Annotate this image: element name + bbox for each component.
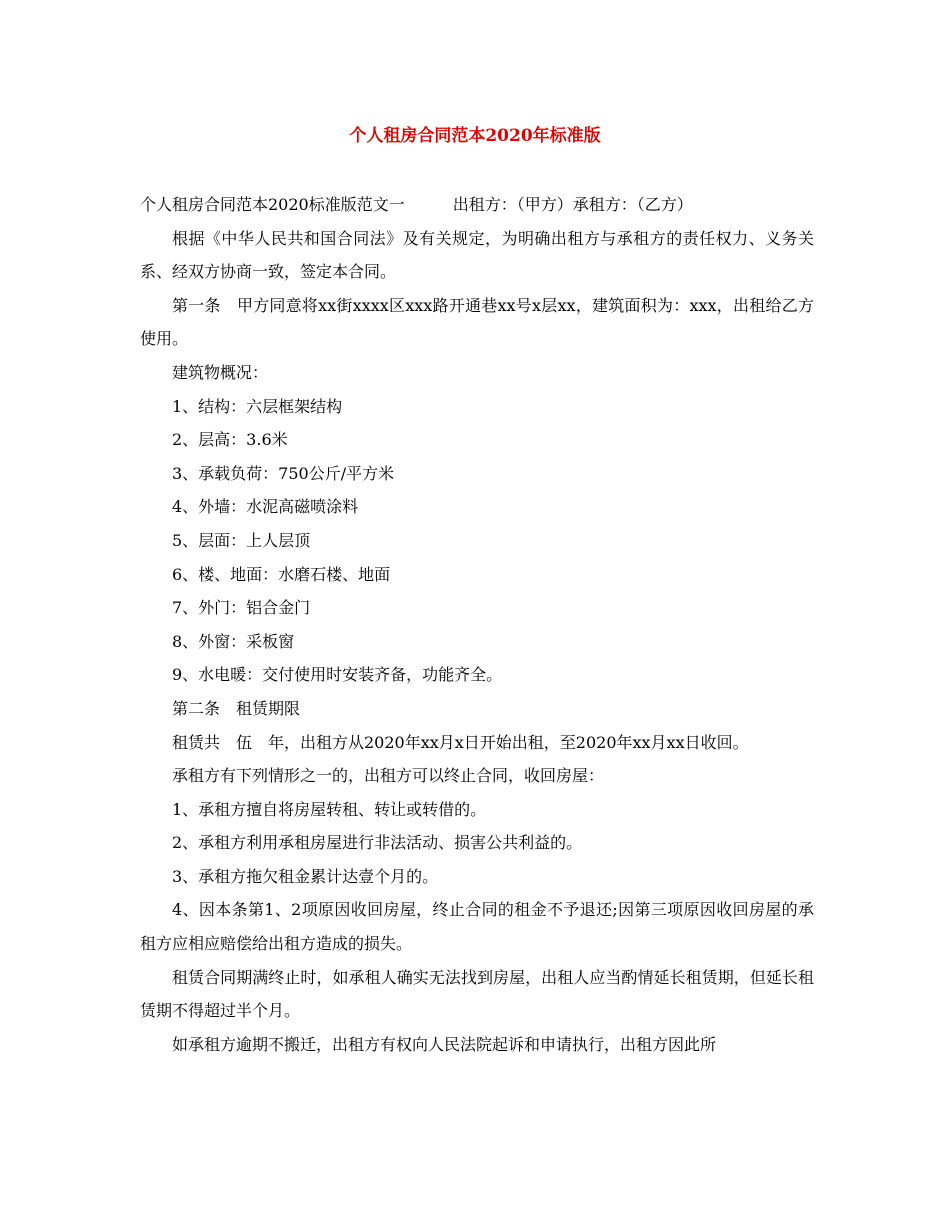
list-item: 3、承载负荷：750公斤/平方米 xyxy=(172,463,395,483)
list-item: 6、楼、地面：水磨石楼、地面 xyxy=(172,564,391,584)
list-item: 3、承租方拖欠租金累计达壹个月的。 xyxy=(172,866,439,886)
list-item: 7、外门：铝合金门 xyxy=(172,598,311,618)
list-item: 4、因本条第1、2项原因收回房屋，终止合同的租金不予退还;因第三项原因收回房屋的承租方应相应赔偿给出租方造成的损失。 xyxy=(140,900,814,954)
list-item: 2、层高：3.6米 xyxy=(172,430,288,450)
paragraph-article-2-heading: 第二条 租赁期限 xyxy=(172,698,301,718)
list-item: 1、结构：六层框架结构 xyxy=(172,396,343,416)
list-item: 5、层面：上人层顶 xyxy=(172,530,311,550)
paragraph-intro: 个人租房合同范本2020标准版范文一 出租方：（甲方）承租方：（乙方） xyxy=(140,195,693,214)
paragraph-basis: 根据《中华人民共和国合同法》及有关规定，为明确出租方与承租方的责任权力、义务关系、经双方协商一致，签定本合同。 xyxy=(140,228,814,282)
paragraph-article-1: 第一条 甲方同意将xx街xxxx区xxx路开通巷xx号x层xx，建筑面积为：xxx，出租给乙方使用。 xyxy=(140,295,814,349)
document-body xyxy=(140,188,814,1061)
paragraph-overdue-move-out: 如承租方逾期不搬迁，出租方有权向人民法院起诉和申请执行，出租方因此所 xyxy=(172,1034,717,1054)
list-item: 1、承租方擅自将房屋转租、转让或转借的。 xyxy=(172,799,487,819)
list-item: 8、外窗：采板窗 xyxy=(172,631,295,651)
paragraph-termination-conditions: 承租方有下列情形之一的，出租方可以终止合同，收回房屋： xyxy=(172,766,605,786)
paragraph-building-overview: 建筑物概况： xyxy=(172,362,269,382)
list-item: 4、外墙：水泥高磁喷涂料 xyxy=(172,497,359,517)
list-item: 2、承租方利用承租房屋进行非法活动、损害公共利益的。 xyxy=(172,833,583,853)
paragraph-lease-expiry: 租赁合同期满终止时，如承租人确实无法找到房屋，出租人应当酌情延长租赁期，但延长租赁期不得超过半个月。 xyxy=(140,967,814,1021)
paragraph-lease-term: 租赁共 伍 年，出租方从2020年xx月x日开始出租，至2020年xx月xx日收回。 xyxy=(172,732,749,752)
list-item: 9、水电暖：交付使用时安装齐备，功能齐全。 xyxy=(172,665,503,685)
document-title: 个人租房合同范本2020年标准版 xyxy=(349,126,601,146)
